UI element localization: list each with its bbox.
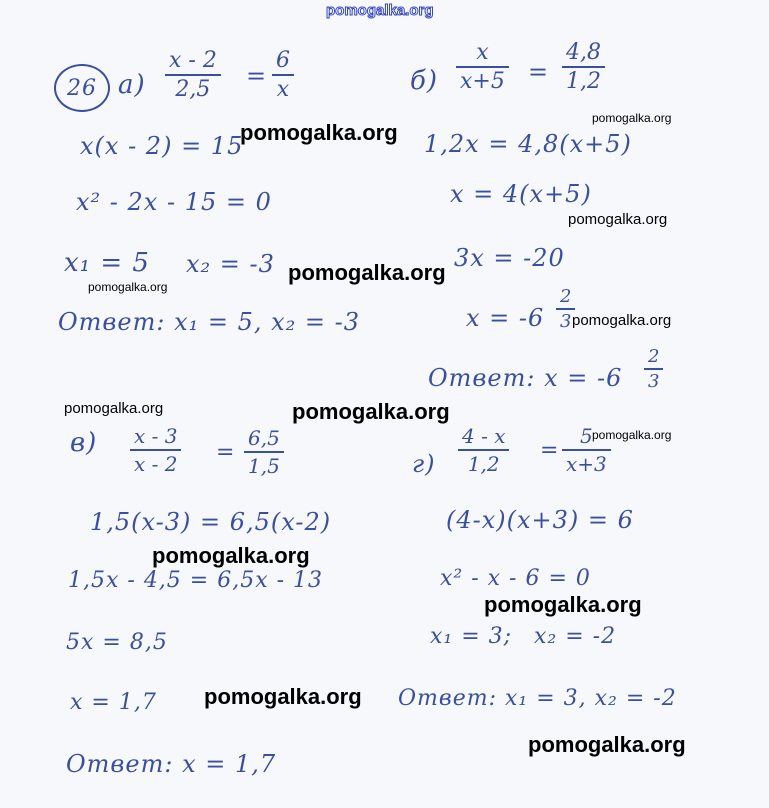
part-b-lhs-denominator: x+5 [460, 69, 505, 94]
watermark: pomogalka.org [572, 312, 672, 329]
part-b-lhs-fraction [456, 40, 509, 94]
part-v-line-3: 5x = 8,5 [66, 630, 168, 655]
watermark: pomogalka.org [88, 280, 168, 294]
part-v-answer: Ответ: x = 1,7 [66, 750, 277, 778]
fraction-denominator: 3 [648, 371, 660, 392]
part-g-answer: Ответ: x₁ = 3, x₂ = -2 [398, 686, 677, 711]
part-g-lhs-numerator: 4 - x [462, 424, 506, 448]
part-v-label: в) [70, 428, 98, 458]
part-b-rhs-numerator: 4,8 [566, 40, 601, 65]
part-b-rhs-fraction [562, 40, 605, 94]
watermark: pomogalka.org [528, 732, 686, 757]
part-g-lhs-denominator: 1,2 [467, 452, 500, 476]
part-b-label: б) [410, 66, 439, 96]
part-a-root-2: x₂ = -3 [186, 250, 275, 278]
part-a-lhs-denominator: 2,5 [175, 77, 211, 102]
equals-sign: = [216, 440, 236, 465]
part-v-line-2: 1,5x - 4,5 = 6,5x - 13 [68, 568, 324, 593]
part-a-rhs-fraction [272, 48, 294, 102]
part-g-line-1: (4-x)(x+3) = 6 [446, 506, 634, 534]
part-a-lhs-numerator: x - 2 [169, 48, 217, 73]
fraction-bar [130, 449, 181, 451]
problem-number: 26 [67, 75, 97, 101]
part-b-line-1: 1,2x = 4,8(x+5) [424, 130, 632, 158]
watermark: pomogalka.org [204, 684, 362, 709]
fraction-bar [644, 368, 663, 370]
part-b-line-3: 3x = -20 [454, 244, 565, 272]
part-a-lhs-fraction [165, 48, 221, 102]
equals-sign: = [528, 58, 550, 86]
watermark: pomogalka.org [592, 428, 672, 442]
problem-number-circle [54, 64, 110, 112]
part-a-answer: Ответ: x₁ = 5, x₂ = -3 [58, 308, 361, 336]
part-b-line-4: x = -6 [466, 304, 545, 332]
part-v-lhs-fraction [130, 424, 181, 476]
part-a-rhs-numerator: 6 [276, 48, 290, 73]
watermark: pomogalka.org [64, 400, 164, 417]
fraction-bar [562, 66, 605, 68]
part-g-rhs-numerator: 5 [580, 424, 593, 448]
part-v-lhs-numerator: x - 3 [134, 424, 178, 448]
watermark: pomogalka.org [568, 211, 668, 228]
part-b-answer-fraction [644, 346, 663, 392]
fraction-bar [556, 308, 575, 310]
part-a-rhs-denominator: x [276, 77, 290, 102]
fraction-denominator: 3 [560, 311, 572, 332]
fraction-bar [165, 74, 221, 76]
watermark: pomogalka.org [592, 111, 672, 125]
part-a-line-2: x² - 2x - 15 = 0 [76, 188, 272, 216]
watermark: pomogalka.org [152, 543, 310, 568]
watermark: pomogalka.org [484, 592, 642, 617]
part-v-rhs-fraction [244, 426, 284, 478]
fraction-numerator: 2 [648, 346, 660, 367]
fraction-bar [458, 449, 509, 451]
part-g-label: г) [412, 450, 436, 478]
fraction-bar [244, 451, 284, 453]
part-v-line-1: 1,5(x-3) = 6,5(x-2) [90, 508, 332, 536]
fraction-bar [272, 74, 294, 76]
part-a-root-1: x₁ = 5 [64, 248, 150, 278]
fraction-bar [562, 449, 611, 451]
watermark: pomogalka.org [288, 260, 446, 285]
part-b-rhs-denominator: 1,2 [566, 69, 601, 94]
part-g-root-2: x₂ = -2 [534, 624, 617, 649]
part-g-lhs-fraction [458, 424, 509, 476]
fraction-numerator: 2 [560, 286, 572, 307]
watermark: pomogalka.org [292, 399, 450, 424]
part-g-rhs-denominator: x+3 [566, 452, 607, 476]
part-v-rhs-numerator: 6,5 [248, 426, 280, 450]
watermark: pomogalka.org [240, 120, 398, 145]
part-v-lhs-denominator: x - 2 [134, 452, 178, 476]
part-g-root-1: x₁ = 3; [430, 624, 513, 649]
part-b-lhs-numerator: x [476, 40, 489, 65]
part-b-answer: Ответ: x = -6 [428, 364, 623, 392]
equals-sign: = [246, 62, 268, 90]
part-v-line-4: x = 1,7 [70, 690, 157, 715]
part-a-line-1: x(x - 2) = 15 [80, 132, 244, 160]
part-v-rhs-denominator: 1,5 [248, 454, 280, 478]
part-a-label: а) [118, 70, 146, 100]
part-g-line-2: x² - x - 6 = 0 [440, 566, 591, 591]
equals-sign: = [540, 438, 560, 463]
part-b-line-2: x = 4(x+5) [450, 180, 592, 208]
site-watermark-top[interactable]: pomogalka.org [326, 2, 434, 19]
fraction-bar [456, 66, 509, 68]
